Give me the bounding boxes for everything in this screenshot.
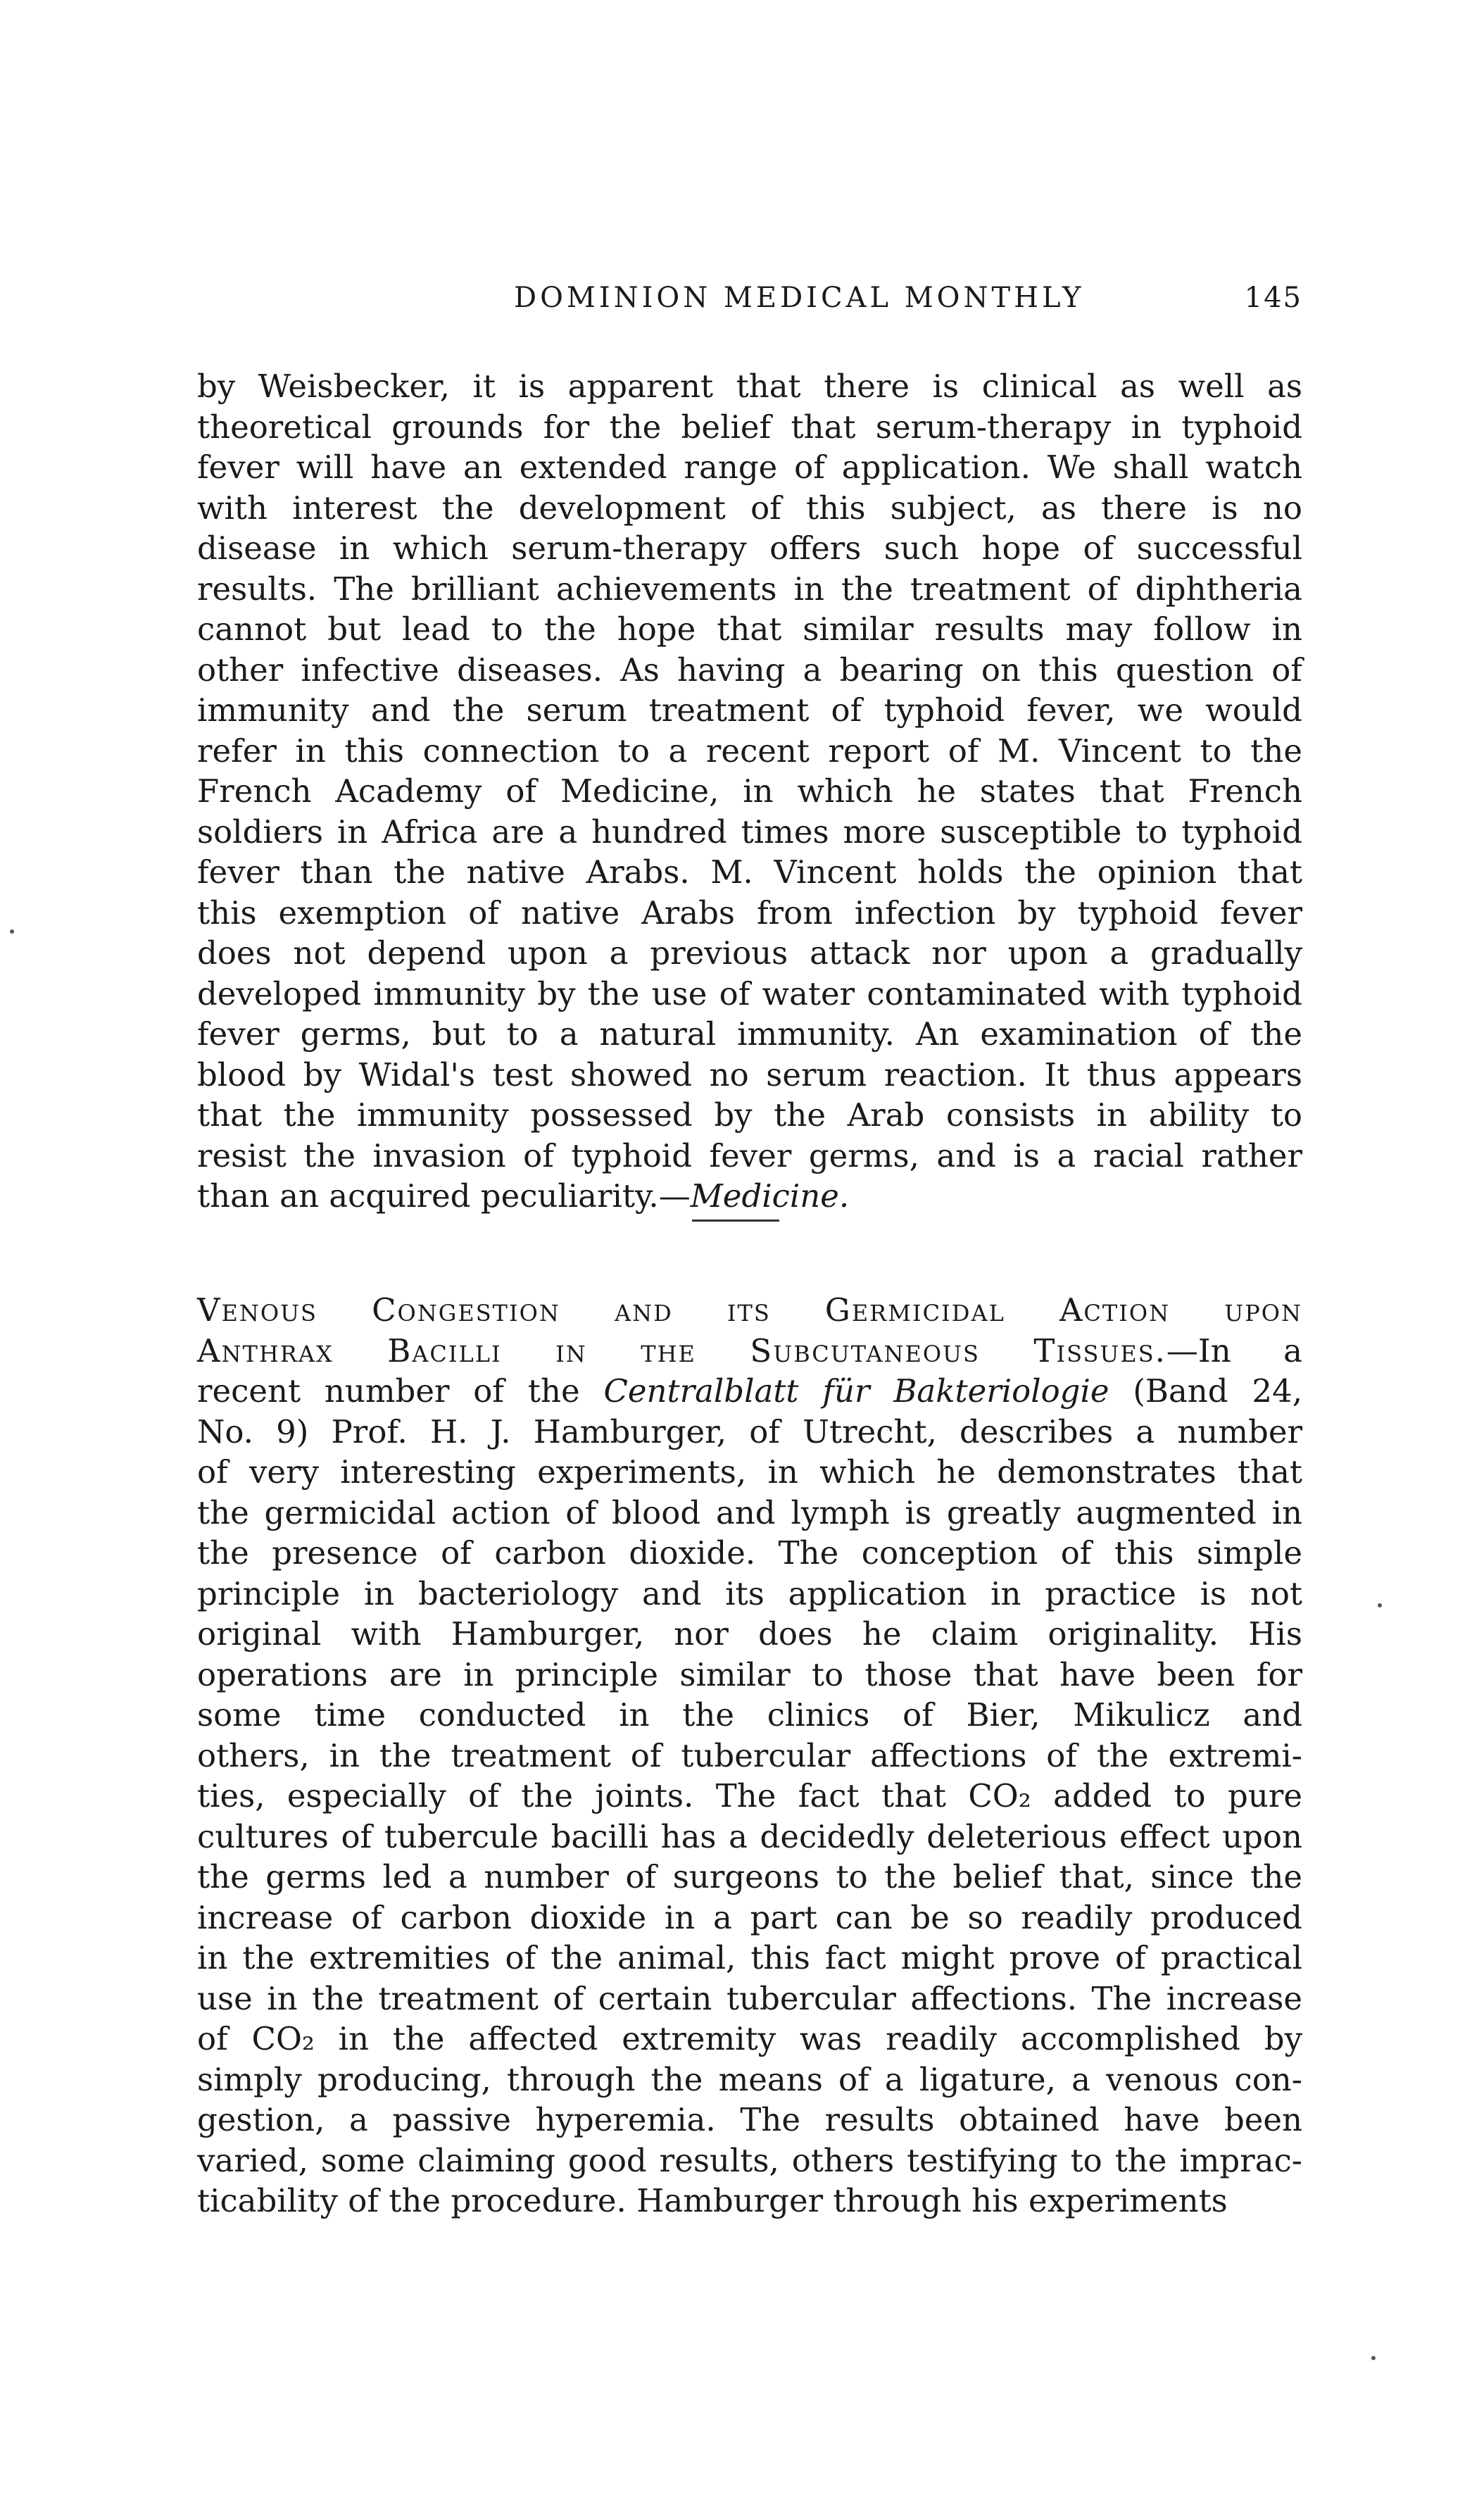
text-line: by Weisbecker, it is apparent that there is clinical as well as <box>197 368 1302 405</box>
article-heading-rest: —In a <box>1166 1331 1302 1369</box>
text-line: other infective diseases. As having a bearing on this question of <box>197 651 1302 689</box>
journal-title: Centralblatt für Bakteriologie <box>603 1372 1109 1410</box>
stray-ink-mark <box>10 929 14 934</box>
article-heading-line: Venous Congestion and its Germicidal Action upon <box>197 1291 1302 1329</box>
text-line: theoretical grounds for the belief that serum-therapy in typhoid <box>197 408 1302 446</box>
text-line: with interest the development of this subject, as there is no <box>197 489 1302 527</box>
text-line: ticability of the procedure. Hamburger through his experiments <box>197 2182 1228 2219</box>
section-separator-rule <box>692 1220 779 1222</box>
text-line: gestion, a passive hyperemia. The results obtained have been <box>197 2101 1302 2138</box>
article-paragraph-venous-congestion <box>197 1290 1302 2221</box>
last-line-text: than an acquired peculiarity.— <box>197 1177 691 1215</box>
article-paragraph-typhoid-immunity <box>197 366 1302 1217</box>
text-line: operations are in principle similar to those that have been for <box>197 1655 1302 1693</box>
text-line: the germicidal action of blood and lymph is greatly augmented in <box>197 1493 1302 1531</box>
text-line: does not depend upon a previous attack nor upon a gradually <box>197 934 1302 972</box>
page-number: 145 <box>1244 282 1302 314</box>
article-heading-caps: Anthrax Bacilli in the Subcutaneous Tissues. <box>197 1331 1166 1369</box>
text-line: resist the invasion of typhoid fever germs, and is a racial rather <box>197 1136 1302 1174</box>
text-fragment: (Band 24, <box>1109 1372 1303 1410</box>
text-line: use in the treatment of certain tubercular affections. The increase <box>197 1979 1302 2017</box>
text-line: fever will have an extended range of application. We shall watch <box>197 449 1302 486</box>
text-line: of very interesting experiments, in which he demonstrates that <box>197 1453 1302 1491</box>
text-line: refer in this connection to a recent report of M. Vincent to the <box>197 732 1302 770</box>
text-line: simply producing, through the means of a ligature, a venous con- <box>197 2060 1302 2098</box>
running-head-title: DOMINION MEDICAL MONTHLY <box>514 282 1085 314</box>
text-line: varied, some claiming good results, others testifying to the imprac- <box>197 2141 1302 2179</box>
text-line: principle in bacteriology and its application in practice is not <box>197 1574 1302 1612</box>
text-line: original with Hamburger, nor does he claim originality. His <box>197 1615 1302 1653</box>
text-line: No. 9) Prof. H. J. Hamburger, of Utrecht, describes a number <box>197 1412 1302 1450</box>
text-line: French Academy of Medicine, in which he states that French <box>197 772 1302 810</box>
text-line: increase of carbon dioxide in a part can be so readily produced <box>197 1898 1302 1936</box>
text-line: fever germs, but to a natural immunity. An examination of the <box>197 1015 1302 1053</box>
text-line <box>197 1371 1302 1412</box>
text-line-last <box>197 1176 1302 1217</box>
text-fragment: recent number of the <box>197 1372 604 1410</box>
text-line: in the extremities of the animal, this fact might prove of practical <box>197 1939 1302 1976</box>
text-line: ties, especially of the joints. The fact that CO₂ added to pure <box>197 1777 1302 1814</box>
text-line: the germs led a number of surgeons to the belief that, since the <box>197 1858 1302 1895</box>
text-line: soldiers in Africa are a hundred times more susceptible to typhoid <box>197 813 1302 851</box>
text-line: cannot but lead to the hope that similar results may follow in <box>197 610 1302 648</box>
text-line: others, in the treatment of tubercular affections of the extremi- <box>197 1736 1302 1774</box>
text-line: the presence of carbon dioxide. The conception of this simple <box>197 1534 1302 1572</box>
article-heading-line <box>197 1331 1302 1372</box>
text-line: blood by Widal's test showed no serum reaction. It thus appears <box>197 1055 1302 1093</box>
text-line: results. The brilliant achievements in the treatment of diphtheria <box>197 570 1302 608</box>
text-line: fever than the native Arabs. M. Vincent holds the opinion that <box>197 853 1302 891</box>
text-line: that the immunity possessed by the Arab consists in ability to <box>197 1096 1302 1134</box>
text-line: developed immunity by the use of water contaminated with typhoid <box>197 974 1302 1013</box>
text-line: disease in which serum-therapy offers such hope of successful <box>197 529 1302 567</box>
stray-ink-mark <box>1371 2356 1376 2360</box>
source-citation: Medicine. <box>690 1177 850 1215</box>
text-line: some time conducted in the clinics of Bier, Mikulicz and <box>197 1696 1302 1734</box>
text-line: this exemption of native Arabs from infection by typhoid fever <box>197 894 1302 932</box>
running-head <box>197 282 1302 324</box>
text-line: immunity and the serum treatment of typhoid fever, we would <box>197 691 1302 729</box>
text-line: cultures of tubercule bacilli has a decidedly deleterious effect upon <box>197 1817 1302 1855</box>
text-line: of CO₂ in the affected extremity was readily accomplished by <box>197 2020 1302 2057</box>
stray-ink-mark <box>1378 1603 1382 1607</box>
